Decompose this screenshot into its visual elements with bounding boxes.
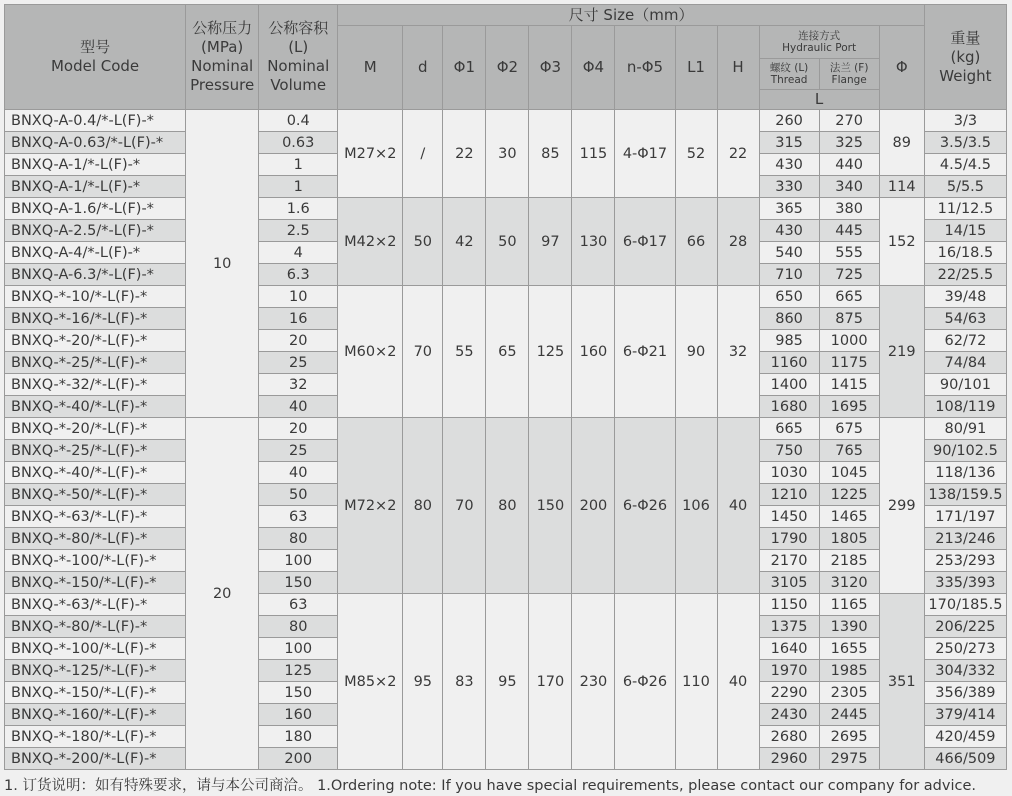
cell-weight: 356/389 (924, 682, 1006, 704)
cell-weight: 253/293 (924, 550, 1006, 572)
cell-weight: 118/136 (924, 462, 1006, 484)
cell-phi3: 150 (529, 418, 572, 594)
cell-flange-length: 1165 (819, 594, 879, 616)
cell-thread-length: 3105 (759, 572, 819, 594)
cell-phi1: 42 (443, 198, 486, 286)
cell-flange-length: 2695 (819, 726, 879, 748)
header-H: H (717, 26, 759, 110)
cell-phi4: 200 (572, 418, 615, 594)
cell-thread-length: 710 (759, 264, 819, 286)
cell-n-phi5: 4-Φ17 (615, 110, 675, 198)
cell-weight: 170/185.5 (924, 594, 1006, 616)
cell-nominal-volume: 40 (259, 462, 338, 484)
cell-nominal-volume: 16 (259, 308, 338, 330)
cell-M: M85×2 (338, 594, 403, 770)
table-row (5, 594, 1007, 616)
cell-thread-length: 1030 (759, 462, 819, 484)
table-row (5, 286, 1007, 308)
cell-thread-length: 1680 (759, 396, 819, 418)
cell-nominal-volume: 1 (259, 154, 338, 176)
cell-nominal-volume: 1 (259, 176, 338, 198)
cell-phi2: 65 (486, 286, 529, 418)
cell-nominal-volume: 2.5 (259, 220, 338, 242)
ordering-note (4, 774, 976, 795)
cell-nominal-pressure: 10 (186, 110, 259, 418)
header-size-group: 尺寸 Size（mm） (338, 5, 925, 26)
cell-weight: 11/12.5 (924, 198, 1006, 220)
cell-thread-length: 1375 (759, 616, 819, 638)
cell-weight: 466/509 (924, 748, 1006, 770)
cell-nominal-volume: 63 (259, 506, 338, 528)
cell-weight: 335/393 (924, 572, 1006, 594)
cell-model-code: BNXQ-A-2.5/*-L(F)-* (5, 220, 186, 242)
cell-thread-length: 1450 (759, 506, 819, 528)
cell-weight: 14/15 (924, 220, 1006, 242)
cell-model-code: BNXQ-*-80/*-L(F)-* (5, 616, 186, 638)
cell-flange-length: 1465 (819, 506, 879, 528)
cell-phi1: 22 (443, 110, 486, 198)
cell-weight: 5/5.5 (924, 176, 1006, 198)
cell-nominal-volume: 100 (259, 550, 338, 572)
cell-phi: 299 (879, 418, 924, 594)
cell-weight: 74/84 (924, 352, 1006, 374)
cell-phi: 114 (879, 176, 924, 198)
header-phi2: Φ2 (486, 26, 529, 110)
table-body (5, 110, 1007, 770)
cell-flange-length: 1175 (819, 352, 879, 374)
cell-weight: 16/18.5 (924, 242, 1006, 264)
cell-thread-length: 330 (759, 176, 819, 198)
cell-flange-length: 1225 (819, 484, 879, 506)
cell-weight: 213/246 (924, 528, 1006, 550)
cell-nominal-volume: 150 (259, 682, 338, 704)
cell-nominal-volume: 160 (259, 704, 338, 726)
cell-model-code: BNXQ-*-25/*-L(F)-* (5, 352, 186, 374)
ordering-note-cn: 1. 订货说明：如有特殊要求，请与本公司商洽。 (4, 778, 313, 794)
header-nominal-volume: 公称容积 (L) Nominal Volume (259, 5, 338, 110)
cell-flange-length: 1390 (819, 616, 879, 638)
cell-phi2: 50 (486, 198, 529, 286)
cell-phi4: 160 (572, 286, 615, 418)
cell-d: 95 (403, 594, 443, 770)
cell-phi1: 55 (443, 286, 486, 418)
cell-thread-length: 1160 (759, 352, 819, 374)
cell-flange-length: 875 (819, 308, 879, 330)
cell-flange-length: 1695 (819, 396, 879, 418)
cell-weight: 90/101 (924, 374, 1006, 396)
cell-nominal-volume: 20 (259, 418, 338, 440)
cell-nominal-volume: 200 (259, 748, 338, 770)
cell-flange-length: 3120 (819, 572, 879, 594)
cell-nominal-volume: 150 (259, 572, 338, 594)
cell-nominal-volume: 100 (259, 638, 338, 660)
cell-flange-length: 445 (819, 220, 879, 242)
cell-flange-length: 2975 (819, 748, 879, 770)
cell-n-phi5: 6-Φ26 (615, 418, 675, 594)
cell-phi: 152 (879, 198, 924, 286)
cell-thread-length: 365 (759, 198, 819, 220)
cell-nominal-volume: 32 (259, 374, 338, 396)
cell-thread-length: 1210 (759, 484, 819, 506)
cell-phi4: 115 (572, 110, 615, 198)
cell-model-code: BNXQ-*-150/*-L(F)-* (5, 682, 186, 704)
cell-d: 80 (403, 418, 443, 594)
cell-flange-length: 1655 (819, 638, 879, 660)
cell-nominal-volume: 80 (259, 528, 338, 550)
cell-n-phi5: 6-Φ21 (615, 286, 675, 418)
table-row (5, 418, 1007, 440)
cell-weight: 206/225 (924, 616, 1006, 638)
cell-model-code: BNXQ-*-63/*-L(F)-* (5, 594, 186, 616)
cell-flange-length: 1805 (819, 528, 879, 550)
cell-model-code: BNXQ-A-0.4/*-L(F)-* (5, 110, 186, 132)
cell-flange-length: 765 (819, 440, 879, 462)
cell-H: 22 (717, 110, 759, 198)
cell-nominal-volume: 63 (259, 594, 338, 616)
cell-nominal-pressure: 20 (186, 418, 259, 770)
cell-weight: 420/459 (924, 726, 1006, 748)
ordering-note-en: 1.Ordering note: If you have special requirements, please contact our company for advice. (317, 778, 976, 794)
cell-model-code: BNXQ-*-40/*-L(F)-* (5, 396, 186, 418)
cell-phi3: 170 (529, 594, 572, 770)
cell-phi3: 85 (529, 110, 572, 198)
table-row (5, 110, 1007, 132)
cell-flange-length: 2185 (819, 550, 879, 572)
cell-nominal-volume: 4 (259, 242, 338, 264)
cell-phi2: 95 (486, 594, 529, 770)
cell-thread-length: 665 (759, 418, 819, 440)
cell-weight: 39/48 (924, 286, 1006, 308)
table-row (5, 198, 1007, 220)
cell-nominal-volume: 0.4 (259, 110, 338, 132)
cell-thread-length: 650 (759, 286, 819, 308)
cell-nominal-volume: 50 (259, 484, 338, 506)
cell-flange-length: 725 (819, 264, 879, 286)
cell-nominal-volume: 25 (259, 440, 338, 462)
cell-model-code: BNXQ-A-4/*-L(F)-* (5, 242, 186, 264)
cell-d: / (403, 110, 443, 198)
cell-phi2: 80 (486, 418, 529, 594)
cell-weight: 22/25.5 (924, 264, 1006, 286)
cell-L1: 110 (675, 594, 717, 770)
cell-nominal-volume: 40 (259, 396, 338, 418)
header-n-phi5: n-Φ5 (615, 26, 675, 110)
header-nominal-pressure: 公称压力 (MPa) Nominal Pressure (186, 5, 259, 110)
header-L1: L1 (675, 26, 717, 110)
cell-model-code: BNXQ-A-1/*-L(F)-* (5, 176, 186, 198)
cell-weight: 138/159.5 (924, 484, 1006, 506)
cell-weight: 3/3 (924, 110, 1006, 132)
cell-weight: 304/332 (924, 660, 1006, 682)
cell-weight: 3.5/3.5 (924, 132, 1006, 154)
cell-thread-length: 2680 (759, 726, 819, 748)
cell-flange-length: 1985 (819, 660, 879, 682)
header-d: d (403, 26, 443, 110)
cell-d: 50 (403, 198, 443, 286)
cell-model-code: BNXQ-*-200/*-L(F)-* (5, 748, 186, 770)
cell-L1: 106 (675, 418, 717, 594)
cell-weight: 379/414 (924, 704, 1006, 726)
cell-model-code: BNXQ-*-25/*-L(F)-* (5, 440, 186, 462)
cell-model-code: BNXQ-*-180/*-L(F)-* (5, 726, 186, 748)
cell-thread-length: 1790 (759, 528, 819, 550)
cell-phi1: 70 (443, 418, 486, 594)
cell-thread-length: 430 (759, 220, 819, 242)
cell-phi3: 97 (529, 198, 572, 286)
cell-phi4: 130 (572, 198, 615, 286)
cell-weight: 108/119 (924, 396, 1006, 418)
header-hydraulic-port: 连接方式 Hydraulic Port (759, 26, 879, 59)
header-phi1: Φ1 (443, 26, 486, 110)
cell-nominal-volume: 6.3 (259, 264, 338, 286)
cell-flange-length: 555 (819, 242, 879, 264)
cell-thread-length: 540 (759, 242, 819, 264)
cell-flange-length: 665 (819, 286, 879, 308)
cell-model-code: BNXQ-*-16/*-L(F)-* (5, 308, 186, 330)
cell-nominal-volume: 25 (259, 352, 338, 374)
cell-thread-length: 860 (759, 308, 819, 330)
header-weight: 重量 (kg) Weight (924, 5, 1006, 110)
cell-model-code: BNXQ-*-125/*-L(F)-* (5, 660, 186, 682)
cell-flange-length: 1415 (819, 374, 879, 396)
cell-nominal-volume: 1.6 (259, 198, 338, 220)
cell-flange-length: 1045 (819, 462, 879, 484)
cell-phi2: 30 (486, 110, 529, 198)
cell-weight: 80/91 (924, 418, 1006, 440)
cell-model-code: BNXQ-*-160/*-L(F)-* (5, 704, 186, 726)
header-phi: Φ (879, 26, 924, 110)
cell-M: M42×2 (338, 198, 403, 286)
cell-model-code: BNXQ-*-150/*-L(F)-* (5, 572, 186, 594)
cell-nominal-volume: 20 (259, 330, 338, 352)
cell-M: M60×2 (338, 286, 403, 418)
cell-thread-length: 430 (759, 154, 819, 176)
cell-thread-length: 260 (759, 110, 819, 132)
cell-M: M27×2 (338, 110, 403, 198)
cell-flange-length: 2305 (819, 682, 879, 704)
cell-nominal-volume: 125 (259, 660, 338, 682)
cell-nominal-volume: 10 (259, 286, 338, 308)
cell-phi3: 125 (529, 286, 572, 418)
cell-thread-length: 1150 (759, 594, 819, 616)
cell-thread-length: 2170 (759, 550, 819, 572)
cell-model-code: BNXQ-*-20/*-L(F)-* (5, 330, 186, 352)
cell-L1: 66 (675, 198, 717, 286)
cell-flange-length: 2445 (819, 704, 879, 726)
cell-flange-length: 270 (819, 110, 879, 132)
cell-model-code: BNXQ-*-63/*-L(F)-* (5, 506, 186, 528)
cell-d: 70 (403, 286, 443, 418)
cell-model-code: BNXQ-*-100/*-L(F)-* (5, 550, 186, 572)
cell-thread-length: 750 (759, 440, 819, 462)
cell-model-code: BNXQ-*-80/*-L(F)-* (5, 528, 186, 550)
header-model-code: 型号 Model Code (5, 5, 186, 110)
cell-model-code: BNXQ-A-0.63/*-L(F)-* (5, 132, 186, 154)
header-M: M (338, 26, 403, 110)
cell-M: M72×2 (338, 418, 403, 594)
cell-H: 40 (717, 594, 759, 770)
cell-H: 32 (717, 286, 759, 418)
header-phi4: Φ4 (572, 26, 615, 110)
cell-flange-length: 325 (819, 132, 879, 154)
header-L: L (759, 90, 879, 110)
cell-H: 28 (717, 198, 759, 286)
cell-nominal-volume: 180 (259, 726, 338, 748)
cell-model-code: BNXQ-*-32/*-L(F)-* (5, 374, 186, 396)
cell-weight: 62/72 (924, 330, 1006, 352)
cell-nominal-volume: 80 (259, 616, 338, 638)
cell-thread-length: 1640 (759, 638, 819, 660)
cell-model-code: BNXQ-A-1/*-L(F)-* (5, 154, 186, 176)
cell-model-code: BNXQ-*-10/*-L(F)-* (5, 286, 186, 308)
header-thread: 螺纹 (L) Thread (759, 59, 819, 90)
cell-L1: 52 (675, 110, 717, 198)
specification-table (4, 4, 1007, 770)
cell-flange-length: 1000 (819, 330, 879, 352)
cell-phi1: 83 (443, 594, 486, 770)
cell-phi: 219 (879, 286, 924, 418)
cell-thread-length: 315 (759, 132, 819, 154)
cell-H: 40 (717, 418, 759, 594)
cell-n-phi5: 6-Φ26 (615, 594, 675, 770)
cell-thread-length: 1400 (759, 374, 819, 396)
header-flange: 法兰 (F) Flange (819, 59, 879, 90)
cell-weight: 171/197 (924, 506, 1006, 528)
cell-nominal-volume: 0.63 (259, 132, 338, 154)
cell-flange-length: 340 (819, 176, 879, 198)
cell-weight: 54/63 (924, 308, 1006, 330)
cell-thread-length: 2430 (759, 704, 819, 726)
cell-L1: 90 (675, 286, 717, 418)
cell-phi: 89 (879, 110, 924, 176)
cell-flange-length: 675 (819, 418, 879, 440)
cell-thread-length: 985 (759, 330, 819, 352)
cell-thread-length: 2960 (759, 748, 819, 770)
cell-phi4: 230 (572, 594, 615, 770)
cell-weight: 90/102.5 (924, 440, 1006, 462)
cell-model-code: BNXQ-A-6.3/*-L(F)-* (5, 264, 186, 286)
cell-flange-length: 440 (819, 154, 879, 176)
cell-weight: 4.5/4.5 (924, 154, 1006, 176)
cell-model-code: BNXQ-*-40/*-L(F)-* (5, 462, 186, 484)
header-phi3: Φ3 (529, 26, 572, 110)
cell-model-code: BNXQ-*-20/*-L(F)-* (5, 418, 186, 440)
cell-model-code: BNXQ-*-100/*-L(F)-* (5, 638, 186, 660)
cell-thread-length: 2290 (759, 682, 819, 704)
cell-model-code: BNXQ-A-1.6/*-L(F)-* (5, 198, 186, 220)
cell-model-code: BNXQ-*-50/*-L(F)-* (5, 484, 186, 506)
cell-weight: 250/273 (924, 638, 1006, 660)
cell-flange-length: 380 (819, 198, 879, 220)
cell-n-phi5: 6-Φ17 (615, 198, 675, 286)
cell-phi: 351 (879, 594, 924, 770)
cell-thread-length: 1970 (759, 660, 819, 682)
